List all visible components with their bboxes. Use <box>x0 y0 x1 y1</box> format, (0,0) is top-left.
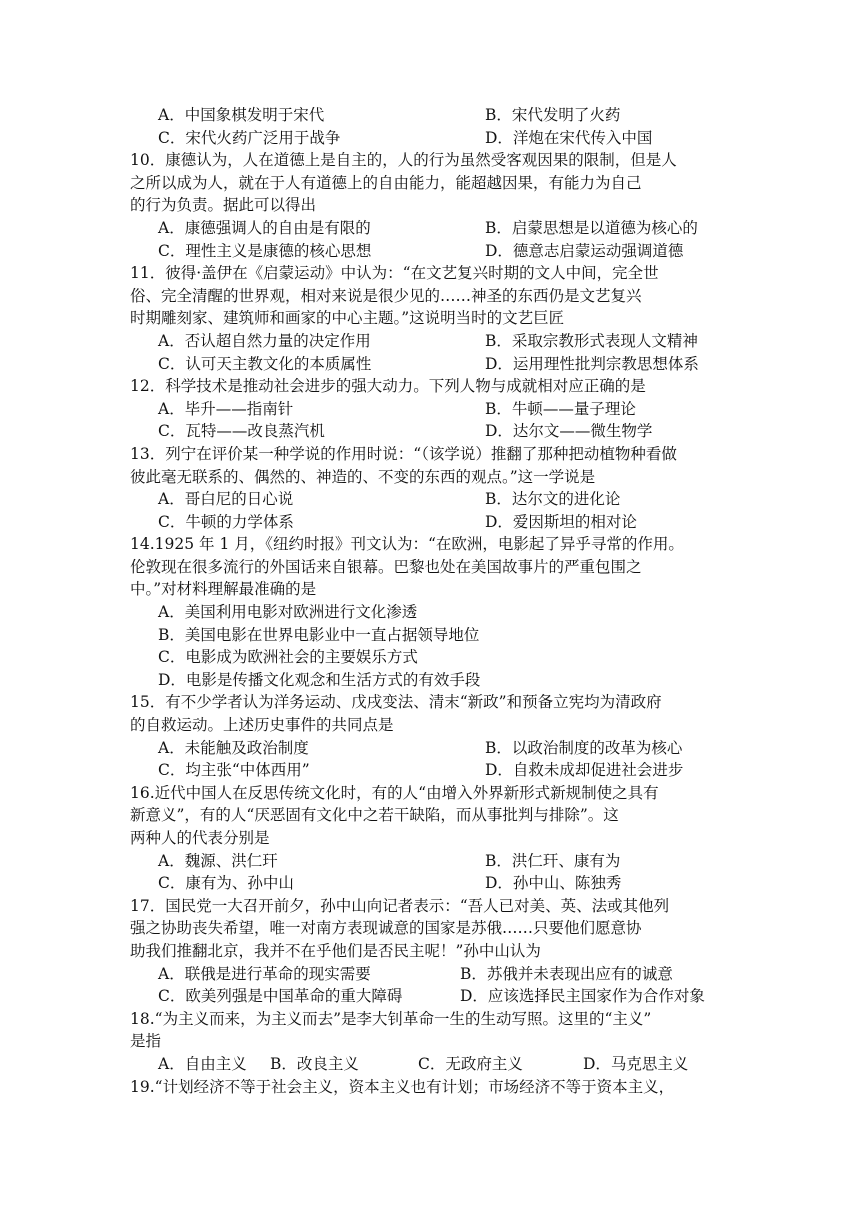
option-d: D．运用理性批判宗教思想体系 <box>485 354 699 373</box>
question-stem-line: 19.“计划经济不等于社会主义，资本主义也有计划；市场经济不等于资本主义， <box>130 1077 675 1096</box>
option-row <box>130 488 736 511</box>
question-stem-line: 强之协助丧失希望，唯一对南方表现诚意的国家是苏俄……只要他们愿意协 <box>130 919 642 938</box>
option-row <box>130 240 736 263</box>
question-15 <box>130 691 736 781</box>
option-b: B．洪仁玕、康有为 <box>485 851 621 870</box>
question-stem-line: 是指 <box>130 1032 162 1051</box>
option-a: A．毕升——指南针 <box>158 399 294 418</box>
option-c: C．牛顿的力学体系 <box>158 512 294 531</box>
question-list <box>130 104 736 1098</box>
option-row <box>130 353 736 376</box>
question-stem-line: 两种人的代表分别是 <box>130 829 270 847</box>
option-b: B．苏俄并未表现出应有的诚意 <box>460 964 673 983</box>
option-c: C．认可天主教文化的本质属性 <box>158 354 372 373</box>
question-stem-line: 13．列宁在评价某一种学说的作用时说：“（该学说）推翻了那种把动植物种看做 <box>130 444 677 463</box>
option-a: A．康德强调人的自由是有限的 <box>158 218 371 237</box>
option-c: C．宋代火药广泛用于战争 <box>158 128 341 147</box>
question-stem-line: 助我们推翻北京，我并不在乎他们是否民主呢！”孙中山认为 <box>130 941 541 960</box>
option-row <box>130 511 736 534</box>
question-stem-line: 俗、完全清醒的世界观，相对来说是很少见的……神圣的东西仍是文艺复兴 <box>130 286 642 305</box>
option-a: A．否认超自然力量的决定作用 <box>158 331 371 350</box>
question-stem-line: 16.近代中国人在反思传统文化时，有的人“由增入外界新形式新规制使之具有 <box>130 783 659 802</box>
question-stem-line: 15．有不少学者认为洋务运动、戊戌变法、清末“新政”和预备立宪均为清政府 <box>130 693 662 712</box>
question-11 <box>130 262 736 375</box>
question-stem-line: 伦敦现在很多流行的外国话来自银幕。巴黎也处在美国故事片的严重包围之 <box>130 557 642 576</box>
option-a: A．魏源、洪仁玕 <box>158 851 278 870</box>
option-row <box>130 872 736 895</box>
option-row <box>130 330 736 353</box>
option-row <box>130 217 736 240</box>
option-row <box>130 104 736 127</box>
option-row <box>130 737 736 760</box>
option-a: A．自由主义 <box>158 1054 247 1073</box>
option-d: D．孙中山、陈独秀 <box>485 874 622 893</box>
option-row <box>130 420 736 443</box>
option-b: B．以政治制度的改革为核心 <box>485 738 683 757</box>
question-stem-line: 彼此毫无联系的、偶然的、神造的、不变的东西的观点。”这一学说是 <box>130 467 596 486</box>
option-b: B．达尔文的进化论 <box>485 490 621 509</box>
option-row <box>130 963 736 986</box>
question-stem-line: 17．国民党一大召开前夕，孙中山向记者表示：“吾人已对美、英、法或其他列 <box>130 896 670 915</box>
question-stem-line: 的行为负责。据此可以得出 <box>130 196 317 215</box>
option-b: B．采取宗教形式表现人文精神 <box>485 331 698 350</box>
option-c: C．瓦特——改良蒸汽机 <box>158 422 325 441</box>
option-row <box>130 985 736 1008</box>
question-10 <box>130 149 736 262</box>
question-stem-line: 18.“为主义而来，为主义而去”是李大钊革命一生的生动写照。这里的“主义” <box>130 1009 652 1028</box>
option-d: D．应该选择民主国家作为合作对象 <box>460 987 705 1006</box>
option-b: B．美国电影在世界电影业中一直占据领导地位 <box>158 625 480 644</box>
question-stem-line: 新意义”，有的人“厌恶固有文化中之若干缺陷，而从事批判与排除”。这 <box>130 806 619 825</box>
question-stem-line: 11．彼得·盖伊在《启蒙运动》中认为：“在文艺复兴时期的文人中间，完全世 <box>130 264 659 283</box>
option-d: D．自救未成却促进社会进步 <box>485 761 684 780</box>
question-stem-line: 之所以成为人，就在于人有道德上的自由能力，能超越因果，有能力为自己 <box>130 173 642 192</box>
question-13 <box>130 443 736 533</box>
question-stem-line: 10．康德认为，人在道德上是自主的，人的行为虽然受客观因果的限制，但是人 <box>130 151 677 170</box>
option-a: A．中国象棋发明于宋代 <box>158 106 325 124</box>
option-d: D．爱因斯坦的相对论 <box>485 512 637 531</box>
option-d: D．电影是传播文化观念和生活方式的有效手段 <box>158 670 481 689</box>
option-row <box>130 759 736 782</box>
option-b: B．宋代发明了火药 <box>485 106 621 124</box>
option-b: B．改良主义 <box>270 1054 359 1073</box>
question-9 <box>130 104 736 149</box>
option-d: D．洋炮在宋代传入中国 <box>485 128 653 147</box>
question-stem-line: 12．科学技术是推动社会进步的强大动力。下列人物与成就相对应正确的是 <box>130 377 646 396</box>
question-18 <box>130 1008 736 1076</box>
option-c: C．康有为、孙中山 <box>158 874 294 893</box>
option-row <box>130 850 736 873</box>
question-19 <box>130 1076 736 1099</box>
option-a: A．联俄是进行革命的现实需要 <box>158 964 371 983</box>
option-d: D．德意志启蒙运动强调道德 <box>485 241 684 260</box>
option-row <box>130 398 736 421</box>
question-stem-line: 时期雕刻家、建筑师和画家的中心主题。”这说明当时的文艺巨匠 <box>130 309 565 328</box>
option-d: D．马克思主义 <box>583 1054 689 1073</box>
option-c: C．理性主义是康德的核心思想 <box>158 241 372 260</box>
question-stem-line: 14.1925 年 1 月，《纽约时报》刊文认为：“在欧洲，电影起了异乎寻常的作用。 <box>130 535 684 554</box>
option-row <box>130 127 736 150</box>
question-12 <box>130 375 736 443</box>
question-14 <box>130 533 736 691</box>
option-a: A．哥白尼的日心说 <box>158 490 294 509</box>
option-a: A．未能触及政治制度 <box>158 738 309 757</box>
option-row <box>130 1053 736 1076</box>
question-16 <box>130 782 736 895</box>
option-a: A．美国利用电影对欧洲进行文化渗透 <box>158 603 418 622</box>
question-17 <box>130 895 736 1008</box>
option-c: C．均主张“中体西用” <box>158 761 310 780</box>
option-c: C．无政府主义 <box>418 1054 523 1073</box>
option-b: B．启蒙思想是以道德为核心的 <box>485 218 698 237</box>
option-c: C．电影成为欧洲社会的主要娱乐方式 <box>158 648 418 667</box>
question-stem-line: 的自救运动。上述历史事件的共同点是 <box>130 716 394 735</box>
option-d: D．达尔文——微生物学 <box>485 422 653 441</box>
question-stem-line: 中。”对材料理解最准确的是 <box>130 580 317 599</box>
option-c: C．欧美列强是中国革命的重大障碍 <box>158 987 403 1006</box>
option-b: B．牛顿——量子理论 <box>485 399 636 418</box>
